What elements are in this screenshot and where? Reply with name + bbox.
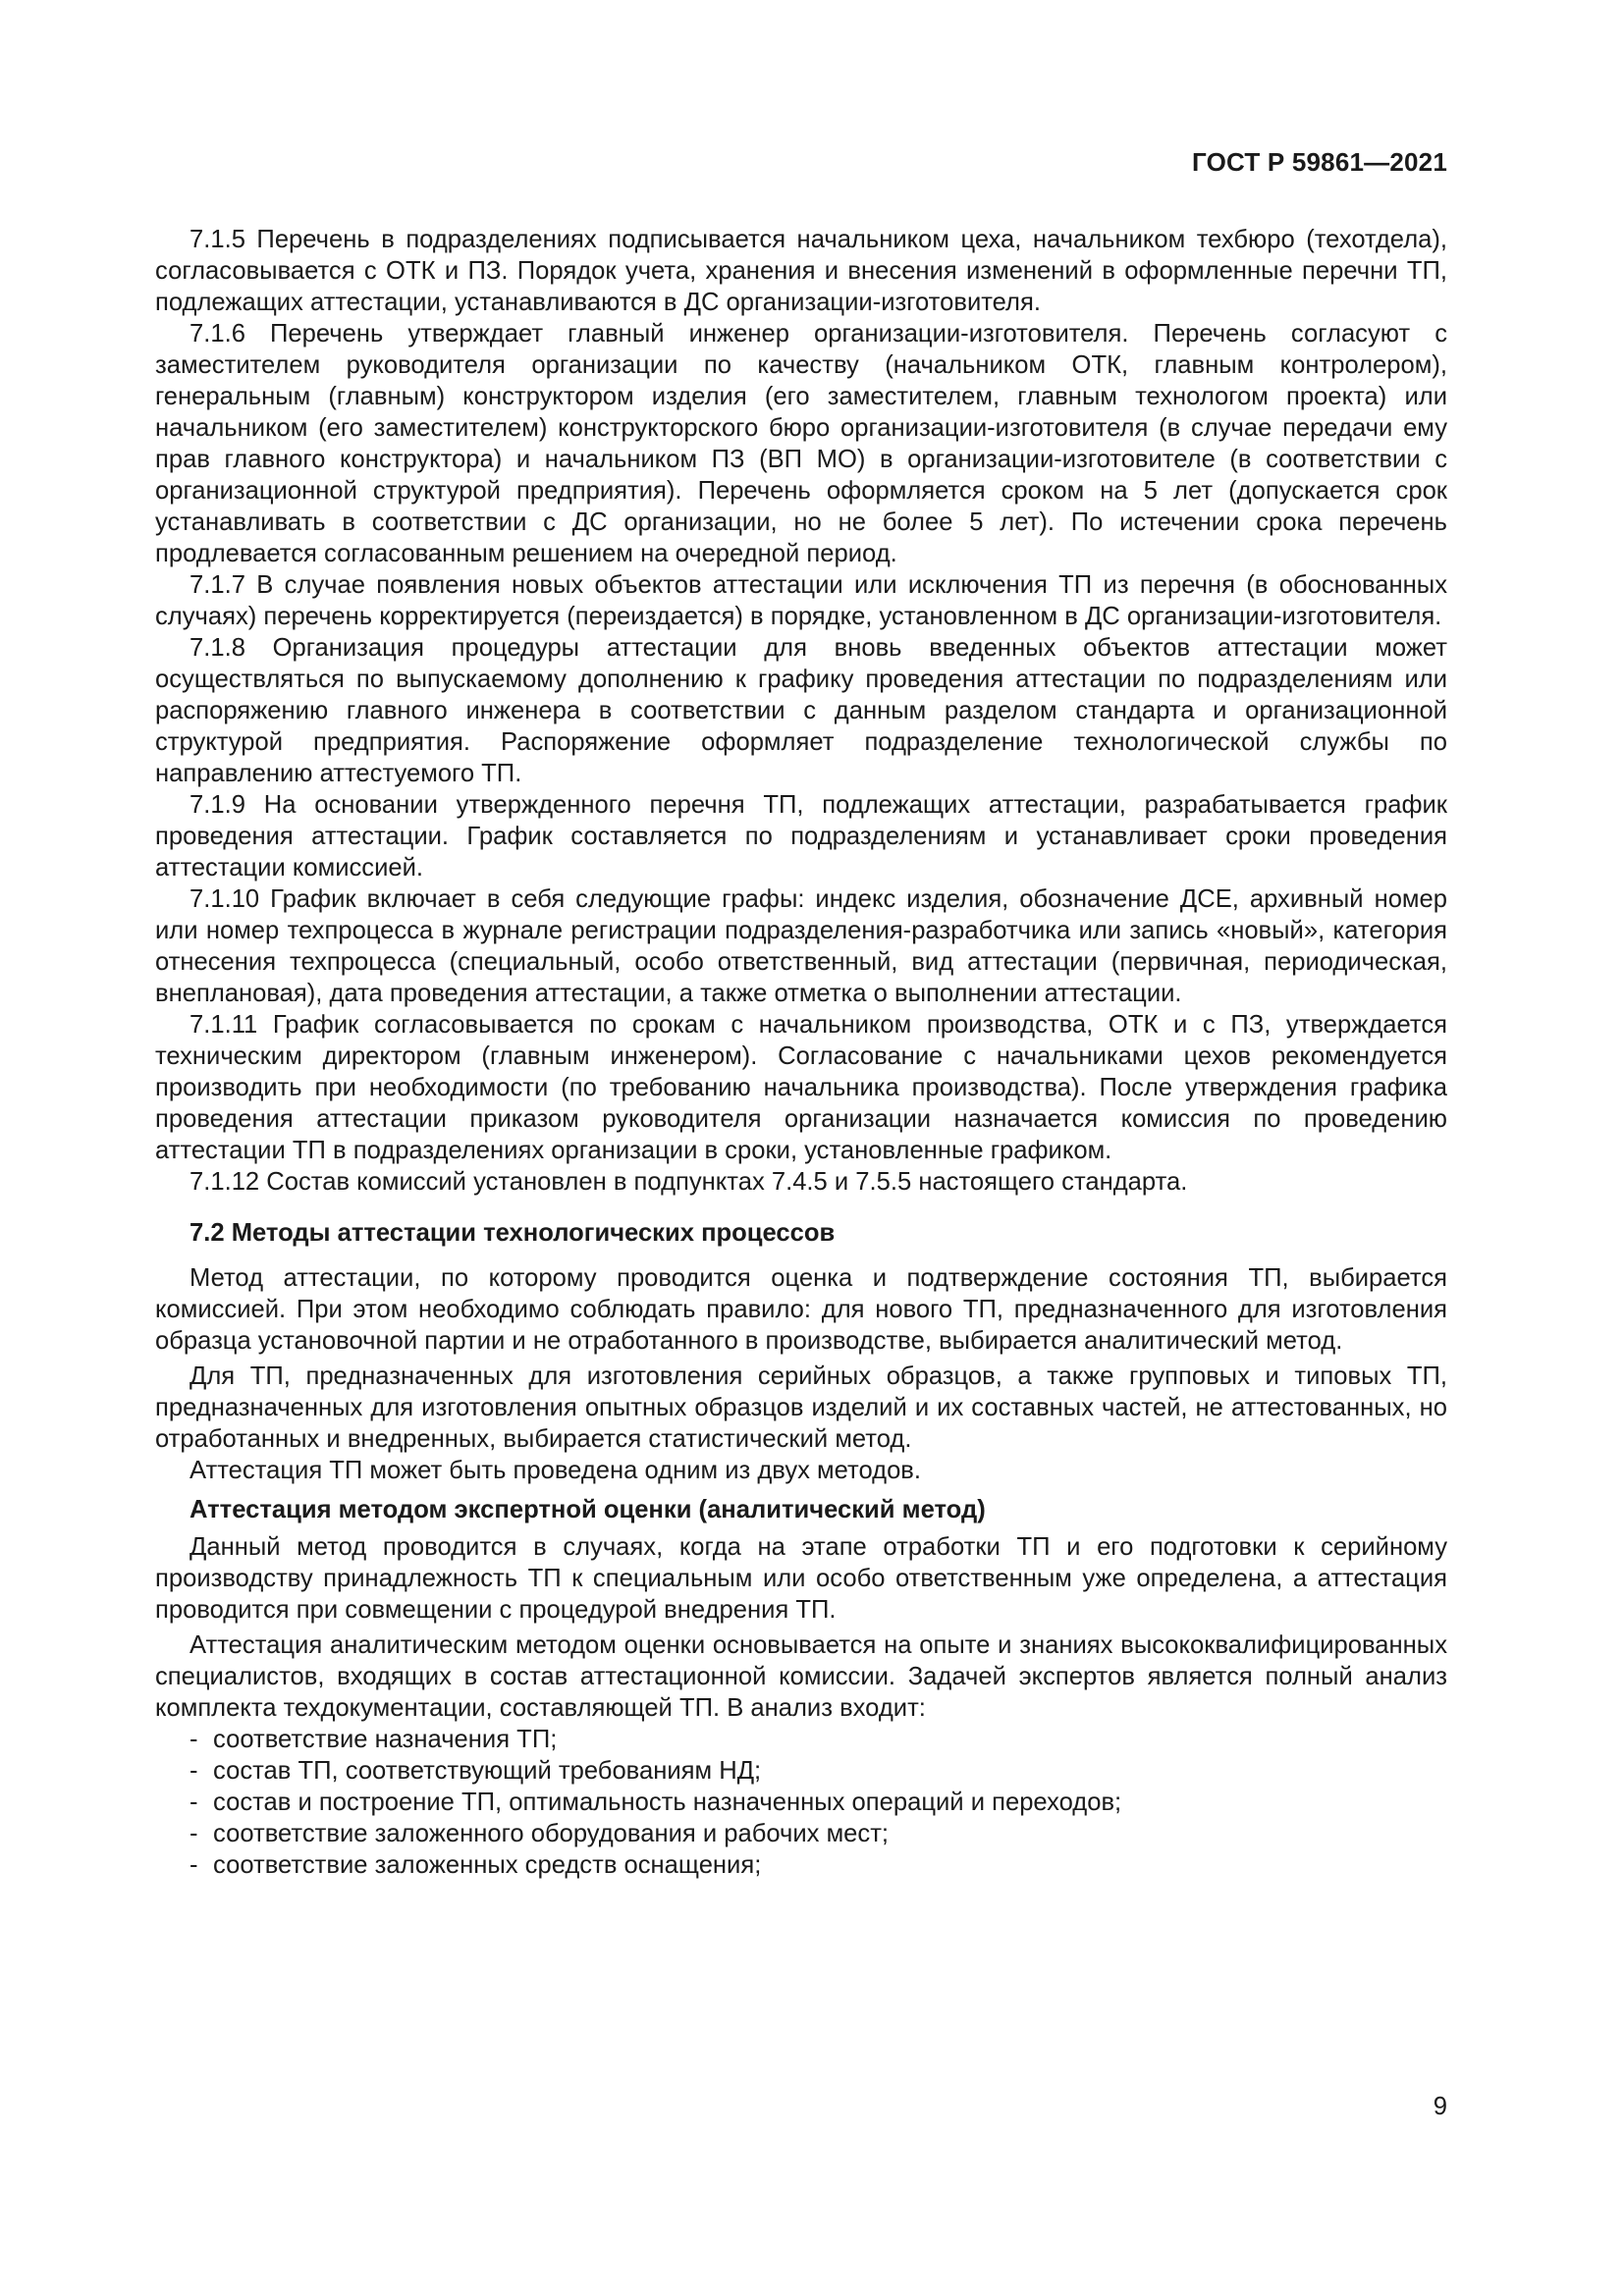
paragraph-7-1-7: 7.1.7 В случае появления новых объектов аттестации или исключения ТП из перечня (в обоснованных случаях) перечень корректируется (переиздается) в порядке, установленном в ДС организации-изготовителя. — [155, 571, 1447, 630]
paragraph-7-1-5: 7.1.5 Перечень в подразделениях подписывается начальником цеха, начальником техбюро (техотдела), согласовывается с ОТК и ПЗ. Порядок учета, хранения и внесения изменений в оформленные перечни ТП, подлежащих аттестации, устанавливаются в ДС организации-изготовителя. — [155, 226, 1447, 316]
paragraph-7-1-6: 7.1.6 Перечень утверждает главный инженер организации-изготовителя. Перечень согласуют с заместителем руководителя организации по качеству (начальником ОТК, главным контролером), генеральным (главным) конструктором изделия (его заместителем, главным технологом проекта) или начальником (его заместителем) конструкторского бюро организации-изготовителя (в случае передачи ему прав главного конструктора) и начальником ПЗ (ВП МО) в организации-изготовителе (в соответствии с организационной структурой предприятия). Перечень оформляется сроком на 5 лет (допускается срок устанавливать в соответствии с ДС организации, но не более 5 лет). По истечении срока перечень продлевается согласованным решением на очередной период. — [155, 320, 1447, 567]
paragraph-7-1-10: 7.1.10 График включает в себя следующие графы: индекс изделия, обозначение ДСЕ, архивный номер или номер техпроцесса в журнале регистрации подразделения-разработчика или запись «новый», категория отнесения техпроцесса (специальный, особо ответственный, вид аттестации (первичная, периодическая, внеплановая), дата проведения аттестации, а также отметка о выполнении аттестации. — [155, 885, 1447, 1007]
paragraph-7-1-9: 7.1.9 На основании утвержденного перечня ТП, подлежащих аттестации, разрабатывается график проведения аттестации. График составляется по подразделениям и устанавливает сроки проведения аттестации комиссией. — [155, 791, 1447, 881]
paragraph-two-methods: Аттестация ТП может быть проведена одним из двух методов. — [189, 1457, 922, 1484]
list-item: - соответствие заложенного оборудования и рабочих мест; — [189, 1818, 1447, 1849]
list-item: - соответствие заложенных средств оснащения; — [189, 1849, 1447, 1881]
paragraph-7-1-11: 7.1.11 График согласовывается по срокам с начальником производства, ОТК и с ПЗ, утверждается техническим директором (главным инженером). Согласование с начальниками цехов рекомендуется производить при необходимости (по требованию начальника производства). После утверждения графика проведения аттестации приказом руководителя организации назначается комиссия по проведению аттестации ТП в подразделениях организации в сроки, установленные графиком. — [155, 1011, 1447, 1164]
sub-heading-expert-method: Аттестация методом экспертной оценки (аналитический метод) — [189, 1496, 986, 1523]
analysis-list — [155, 1724, 1447, 1881]
paragraph-7-1-8: 7.1.8 Организация процедуры аттестации для вновь введенных объектов аттестации может осуществляться по выпускаемому дополнению к графику проведения аттестации по подразделениям или распоряжению главного инженера в соответствии с данным разделом стандарта и организационной структурой предприятия. Распоряжение оформляет подразделение технологической службы по направлению аттестуемого ТП. — [155, 634, 1447, 787]
paragraph-statistical-method: Для ТП, предназначенных для изготовления серийных образцов, а также групповых и типовых ТП, предназначенных для изготовления опытных образцов изделий и их составных частей, не аттестованных, но отработанных и внедренных, выбирается статистический метод. — [155, 1362, 1447, 1453]
list-item: - состав ТП, соответствующий требованиям НД; — [189, 1755, 1447, 1787]
paragraph-method-cases: Данный метод проводится в случаях, когда на этапе отработки ТП и его подготовки к серийному производству принадлежность ТП к специальным или особо ответственным уже определена, а аттестация проводится при совмещении с процедурой внедрения ТП. — [155, 1533, 1447, 1624]
section-heading-7-2: 7.2 Методы аттестации технологических процессов — [189, 1219, 836, 1247]
list-item: - состав и построение ТП, оптимальность назначенных операций и переходов; — [189, 1787, 1447, 1818]
paragraph-7-1-12: 7.1.12 Состав комиссий установлен в подпунктах 7.4.5 и 7.5.5 настоящего стандарта. — [189, 1168, 1188, 1196]
document-body — [155, 224, 1447, 1881]
paragraph-method-selection: Метод аттестации, по которому проводится оценка и подтверждение состояния ТП, выбирается комиссией. При этом необходимо соблюдать правило: для нового ТП, предназначенного для изготовления образца установочной партии и не отработанного в производстве, выбирается аналитический метод. — [155, 1264, 1447, 1355]
list-item: - соответствие назначения ТП; — [189, 1724, 1447, 1755]
document-header: ГОСТ Р 59861—2021 — [1192, 147, 1447, 177]
page-number: 9 — [1433, 2093, 1447, 2120]
paragraph-analysis-scope: Аттестация аналитическим методом оценки основывается на опыте и знаниях высококвалифицированных специалистов, входящих в состав аттестационной комиссии. Задачей экспертов является полный анализ комплекта техдокументации, составляющей ТП. В анализ входит: — [155, 1631, 1447, 1722]
